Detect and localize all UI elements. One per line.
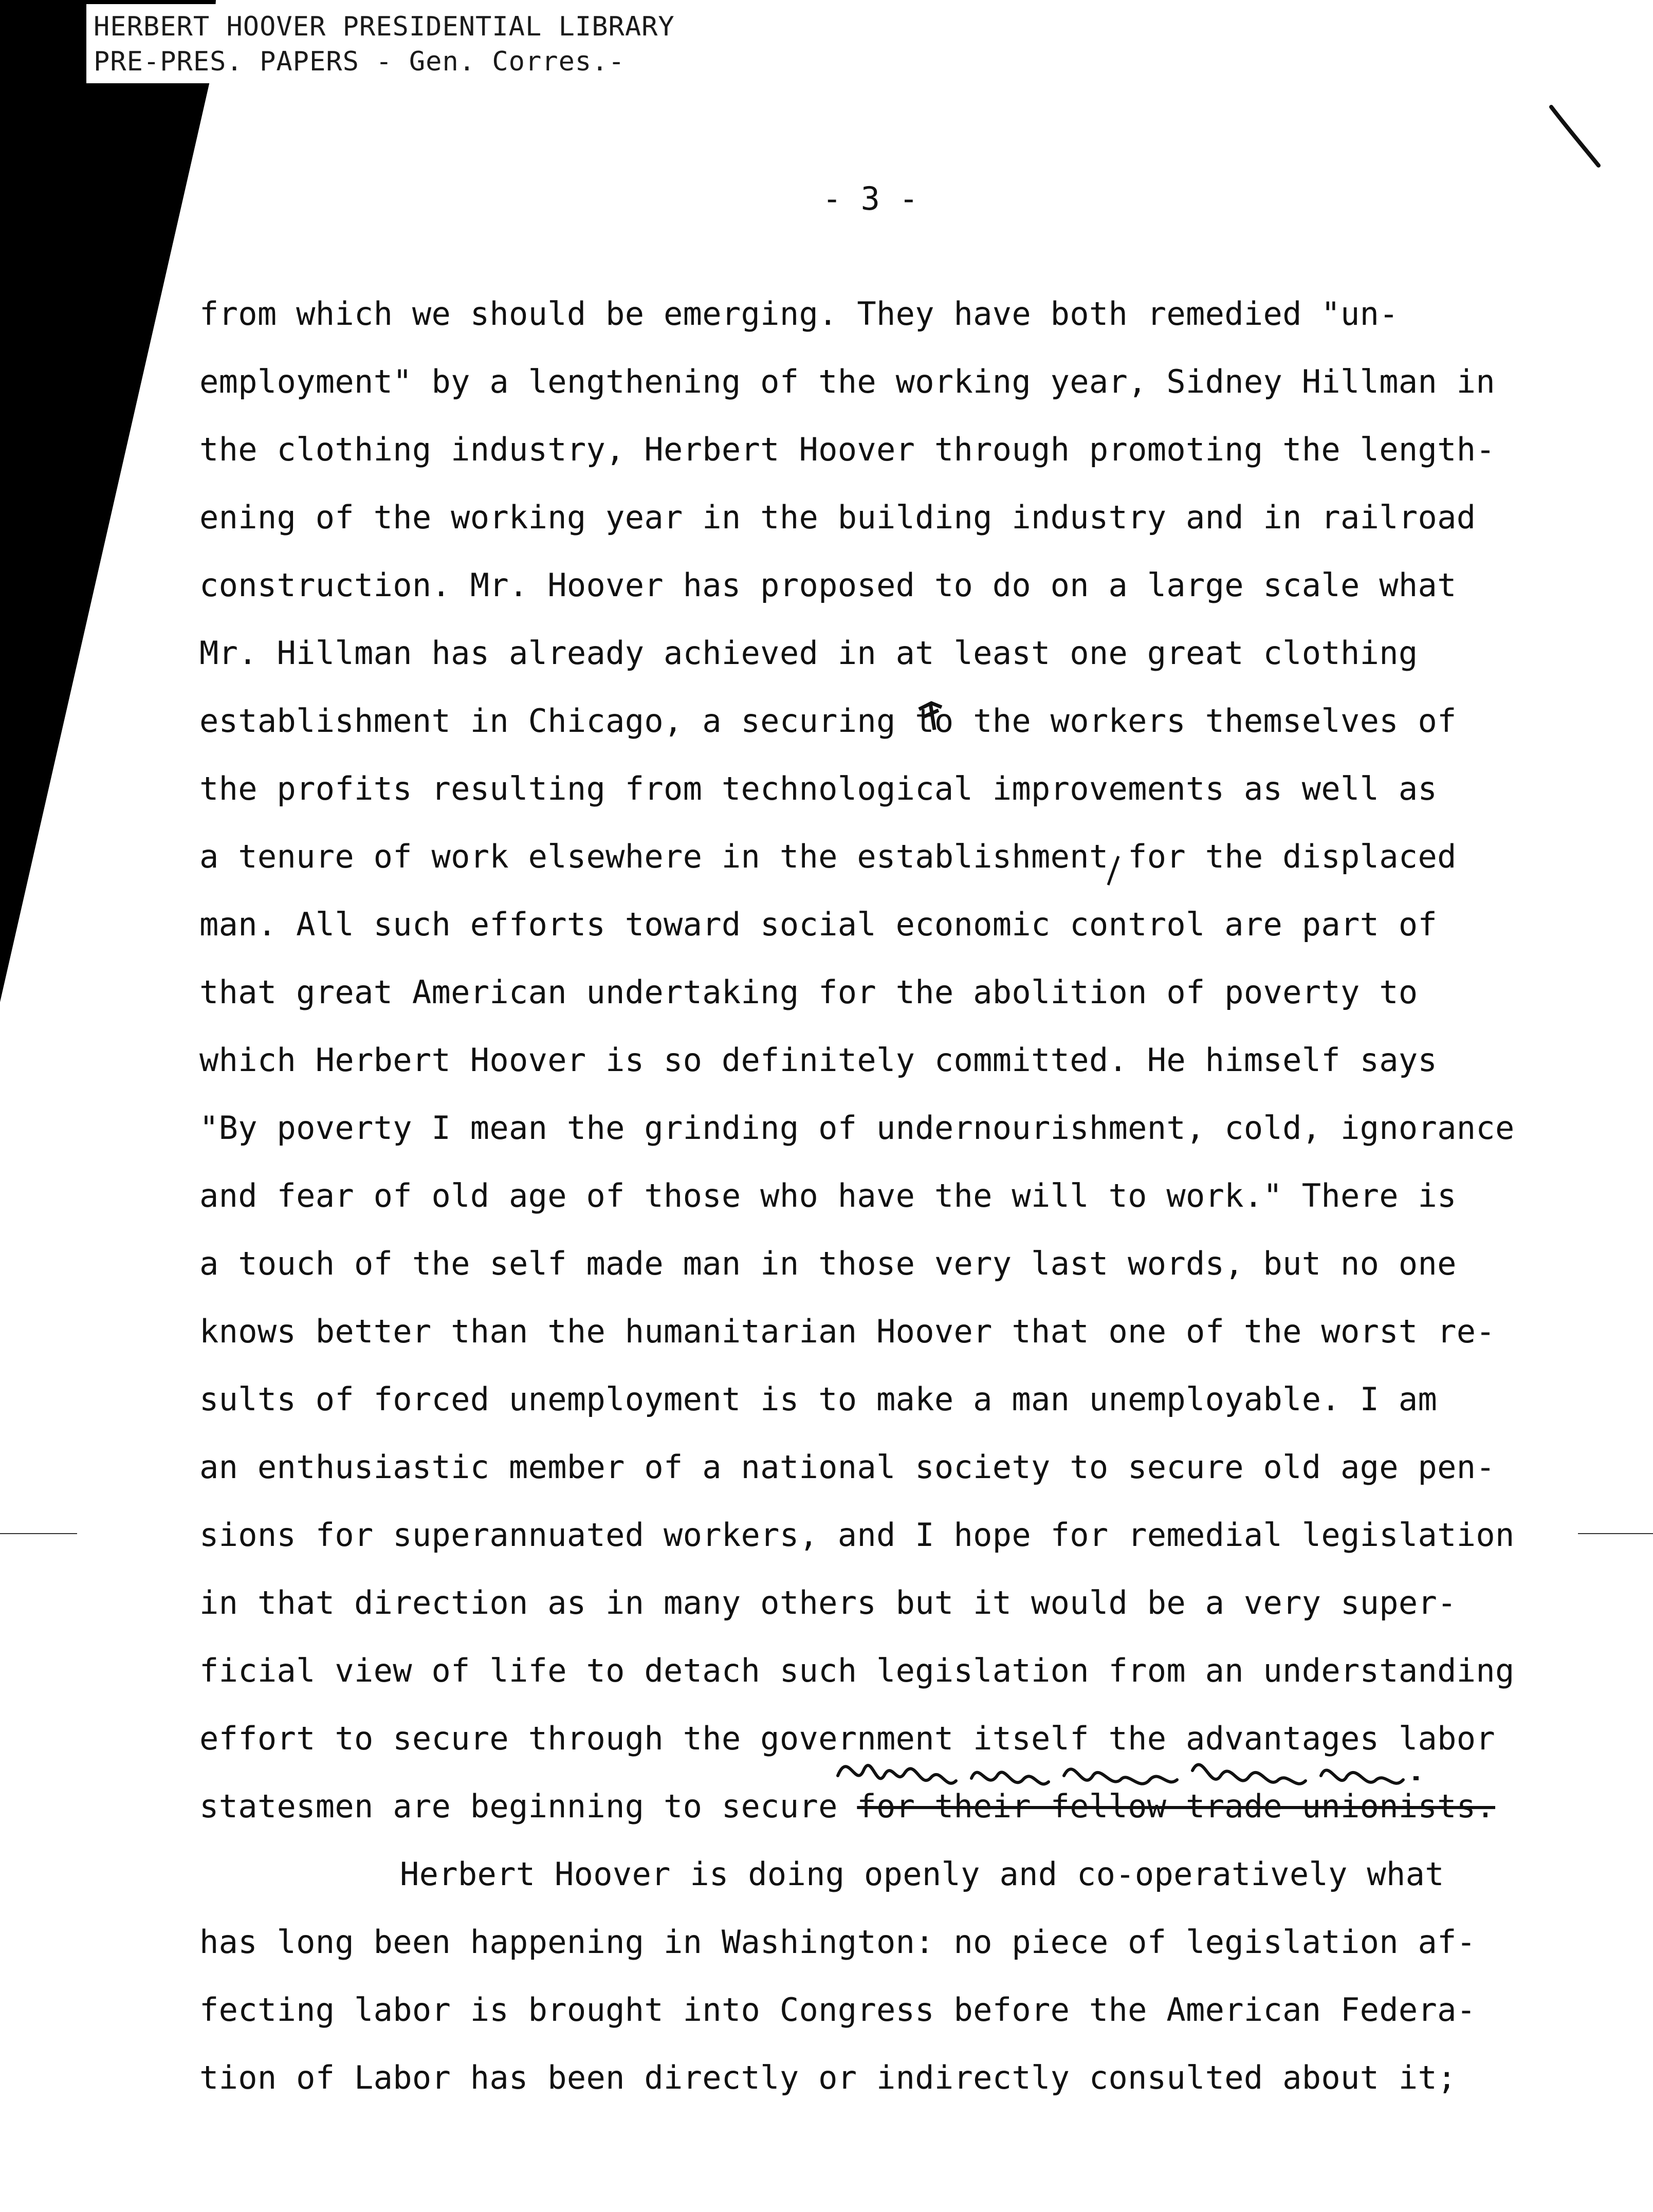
text-line-start: statesmen are beginning to secure <box>199 1787 857 1825</box>
struck-out-text: for their fellow trade unionists. <box>857 1787 1496 1825</box>
paragraph-2-first-line: Herbert Hoover is doing openly and co-operatively what <box>400 1855 1444 1893</box>
text-line: ficial view of life to detach such legislation from an understanding <box>199 1652 1515 1689</box>
text-line: effort to secure through the government itself the advantages labor <box>199 1720 1496 1757</box>
pen-caret-mark <box>1103 853 1124 889</box>
text-line: in that direction as in many others but it would be a very super- <box>199 1584 1457 1621</box>
margin-tick <box>1578 1533 1653 1534</box>
text-line: the profits resulting from technological improvements as well as <box>199 770 1438 807</box>
text-line: sults of forced unemployment is to make a man unemployable. I am <box>199 1380 1438 1418</box>
text-line: man. All such efforts toward social economic control are part of <box>199 906 1438 943</box>
pen-slash-mark <box>1547 103 1604 170</box>
text-line: construction. Mr. Hoover has proposed to do on a large scale what <box>199 566 1457 604</box>
text-line: establishment in Chicago, a securing to the workers themselves of <box>199 702 1457 740</box>
text-line: knows better than the humanitarian Hoover that one of the worst re- <box>199 1313 1496 1350</box>
archive-stamp-line-2: PRE-PRES. PAPERS - Gen. Corres.- <box>94 46 625 77</box>
page-number: - 3 - <box>822 180 919 217</box>
text-line: "By poverty I mean the grinding of undernourishment, cold, ignorance <box>199 1109 1515 1147</box>
text-line: sions for superannuated workers, and I hope for remedial legislation <box>199 1516 1515 1554</box>
text-line: a touch of the self made man in those very last words, but no one <box>199 1245 1457 1282</box>
archive-stamp-line-1: HERBERT HOOVER PRESIDENTIAL LIBRARY <box>94 11 675 42</box>
text-line: employment" by a lengthening of the working year, Sidney Hillman in <box>199 363 1496 400</box>
text-line: has long been happening in Washington: no piece of legislation af- <box>199 1923 1476 1961</box>
archive-stamp <box>86 4 692 83</box>
text-line: tion of Labor has been directly or indirectly consulted about it; <box>199 2059 1457 2096</box>
text-line: a tenure of work elsewhere in the establishment for the displaced <box>199 838 1457 875</box>
scan-shadow-wedge <box>0 0 216 1002</box>
text-line: the clothing industry, Herbert Hoover through promoting the length- <box>199 431 1496 468</box>
pen-correction-mark <box>916 699 947 735</box>
text-line: that great American undertaking for the abolition of poverty to <box>199 973 1418 1011</box>
text-line: and fear of old age of those who have the will to work." There is <box>199 1177 1457 1214</box>
margin-tick <box>0 1533 77 1534</box>
letter-body <box>199 280 1546 2112</box>
text-line: from which we should be emerging. They have both remedied "un- <box>199 295 1399 333</box>
text-line: fecting labor is brought into Congress before the American Federa- <box>199 1991 1476 2029</box>
text-line: ening of the working year in the building industry and in railroad <box>199 499 1476 536</box>
text-line: an enthusiastic member of a national society to secure old age pen- <box>199 1448 1496 1486</box>
text-line: which Herbert Hoover is so definitely committed. He himself says <box>199 1041 1438 1079</box>
text-line: Mr. Hillman has already achieved in at least one great clothing <box>199 634 1418 672</box>
handwritten-insertion <box>833 1740 1439 1807</box>
